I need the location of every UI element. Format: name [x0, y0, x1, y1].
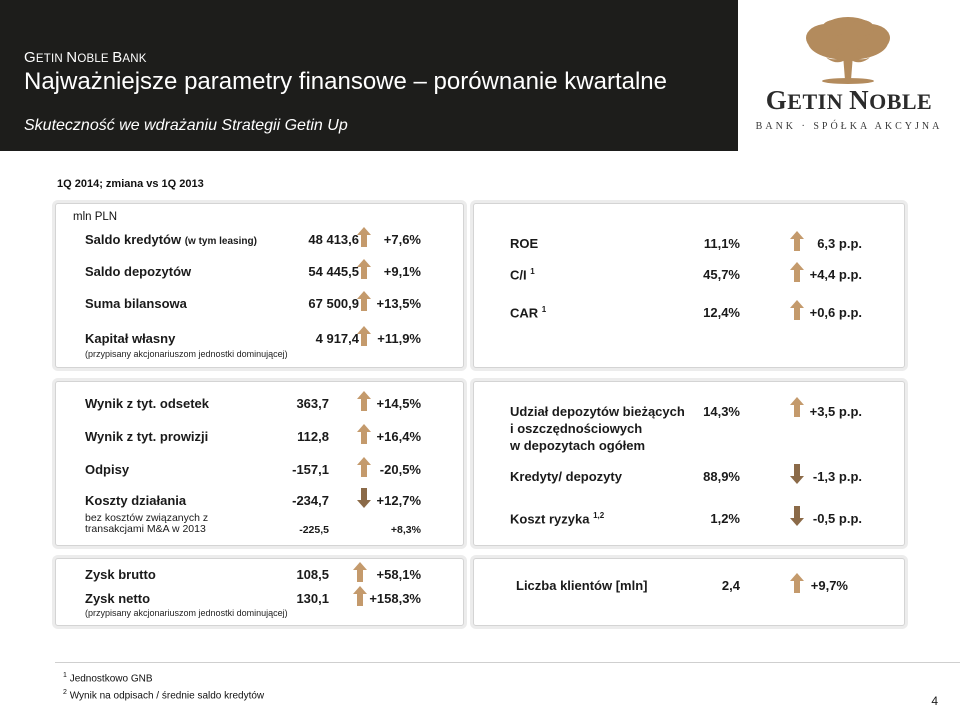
row-label: Zysk brutto [85, 567, 156, 582]
row-change: +16,4% [376, 429, 421, 444]
footnote-item: $^2$ Wynik na odpisach / średnie saldo kredytów [63, 689, 265, 702]
row-change: +12,7% [376, 493, 421, 508]
row-value: -225,5 [299, 524, 329, 536]
row-label: Saldo depozytów [85, 264, 192, 279]
panel-clients [473, 558, 905, 626]
row-value: 48 413,6 [308, 232, 359, 247]
row-change: +58,1% [376, 567, 421, 582]
getin-noble-logo [738, 0, 960, 151]
row-label: C/I $^1$ [510, 267, 535, 283]
tree-icon [738, 0, 960, 85]
panel-profit [55, 558, 464, 626]
row-value: 108,5 [296, 567, 329, 582]
row-change: -1,3 p.p. [812, 469, 862, 484]
footnote-item: $^1$ Jednostkowo GNB [63, 672, 153, 685]
row-value: 88,9% [703, 469, 740, 484]
header-bar [0, 0, 738, 151]
period-label: 1Q 2014; zmiana vs 1Q 2013 [57, 178, 204, 190]
panel-ratios [473, 203, 905, 368]
row-change: +158,3% [369, 591, 421, 606]
footnotes [63, 669, 264, 704]
row-label: Saldo kredytów (w tym leasing) [85, 232, 257, 247]
row-change: +9,1% [383, 264, 421, 279]
row-value: -234,7 [292, 493, 329, 508]
row-note: (przypisany akcjonariuszom jednostki dominującej) [85, 349, 288, 359]
row-label: Udział depozytów bieżących i oszczędnościowych w depozytach ogółem [510, 404, 685, 453]
row-change: +7,6% [383, 232, 421, 247]
row-label: Koszt ryzyka $^{1,2}$ [510, 511, 605, 527]
page-subtitle: Skuteczność we wdrażaniu Strategii Getin Up [24, 117, 348, 134]
row-label: Suma bilansowa [85, 296, 187, 311]
row-label: CAR $^1$ [510, 305, 547, 321]
row-value: 112,8 [297, 429, 329, 444]
footer-divider [55, 662, 960, 663]
row-value: -157,1 [292, 462, 329, 477]
row-value: 2,4 [721, 578, 740, 593]
row-label: Kredyty/ depozyty [510, 469, 622, 484]
row-change: -20,5% [379, 462, 421, 477]
row-label: Wynik z tyt. prowizji [85, 429, 209, 444]
page-title: Najważniejsze parametry finansowe – porównanie kwartalne [24, 68, 667, 95]
row-label: Liczba klientów [mln] [516, 578, 648, 593]
row-value: 67 500,9 [308, 296, 359, 311]
row-value: 14,3% [703, 404, 740, 419]
row-value: 130,1 [296, 591, 329, 606]
row-change: +9,7% [810, 578, 848, 593]
row-change: +14,5% [376, 396, 421, 411]
row-label-sub: bez kosztów związanych z transakcjami M&A w 2013 [85, 512, 209, 535]
row-change: +11,9% [377, 331, 421, 346]
row-label: Koszty działania [85, 493, 187, 508]
logo-wordmark: GETIN NOBLE [765, 85, 933, 115]
unit-label: mln PLN [73, 211, 118, 223]
logo-tagline: BANK · SPÓŁKA AKCYJNA [755, 121, 943, 132]
row-value: 4 917,4 [315, 331, 359, 346]
row-change: 6,3 p.p. [817, 236, 862, 251]
row-value: 45,7% [703, 267, 740, 282]
row-change: +13,5% [376, 296, 421, 311]
row-value: 1,2% [710, 511, 740, 526]
row-label: Odpisy [85, 462, 130, 477]
row-label: Zysk netto [85, 591, 151, 606]
row-change: +4,4 p.p. [809, 267, 862, 282]
row-label: Wynik z tyt. odsetek [85, 396, 210, 411]
row-label: Kapitał własny [85, 331, 176, 346]
row-change: +3,5 p.p. [809, 404, 862, 419]
row-change: +0,6 p.p. [809, 305, 862, 320]
row-value: 12,4% [703, 305, 740, 320]
panel-liquidity [473, 381, 905, 546]
brand-name: GETIN NOBLE BANK [24, 49, 147, 66]
row-value: 54 445,5 [308, 264, 359, 279]
row-note: (przypisany akcjonariuszom jednostki dominującej) [85, 608, 288, 618]
row-value: 363,7 [296, 396, 329, 411]
row-change: +8,3% [390, 524, 421, 536]
row-label: ROE [510, 236, 539, 251]
page-number: 4 [931, 694, 938, 708]
panel-results [55, 381, 464, 546]
row-value: 11,1% [703, 236, 740, 251]
panel-balance [55, 203, 464, 368]
row-change: -0,5 p.p. [812, 511, 862, 526]
